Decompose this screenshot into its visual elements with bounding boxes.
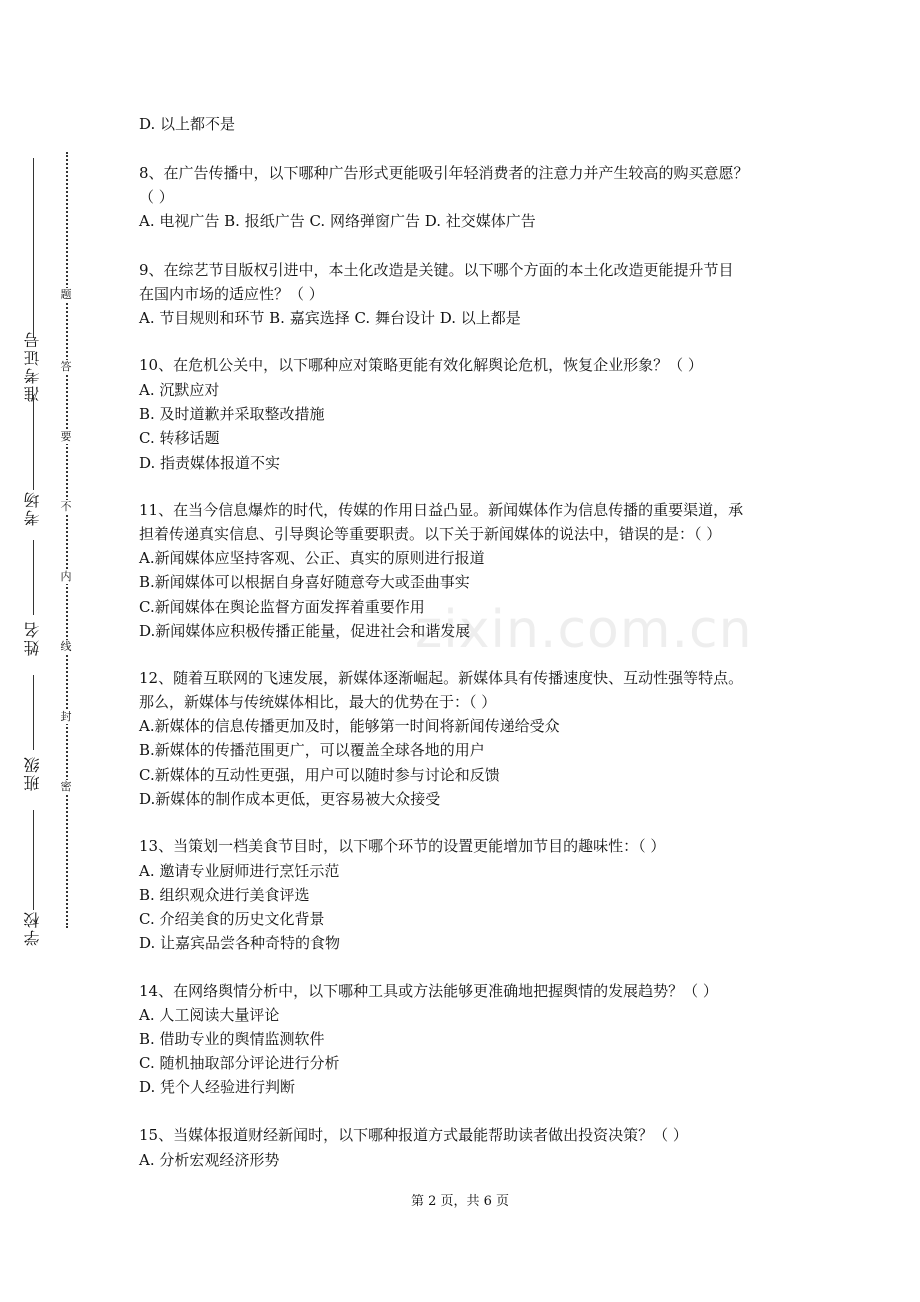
seal-char: 内 bbox=[58, 570, 74, 584]
option-line: A. 邀请专业厨师进行烹饪示范 bbox=[139, 862, 340, 880]
option-line: A. 节目规则和环节 B. 嘉宾选择 C. 舞台设计 D. 以上都是 bbox=[139, 309, 521, 327]
question-stem: 11、在当今信息爆炸的时代，传媒的作用日益凸显。新闻媒体作为信息传播的重要渠道，承 bbox=[139, 501, 744, 519]
label-zhunkaozheng: 准考证号 bbox=[23, 330, 42, 402]
option-line: C.新闻媒体在舆论监督方面发挥着重要作用 bbox=[139, 598, 425, 616]
option-line: D. 以上都不是 bbox=[139, 115, 236, 133]
question-stem: 在国内市场的适应性？（ ） bbox=[139, 285, 324, 303]
seal-char: 线 bbox=[58, 640, 74, 654]
option-line: B.新媒体的传播范围更广，可以覆盖全球各地的用户 bbox=[139, 741, 485, 759]
seal-char: 要 bbox=[58, 430, 74, 444]
question-stem: 9、在综艺节目版权引进中，本土化改造是关键。以下哪个方面的本土化改造更能提升节目 bbox=[139, 261, 734, 279]
label-banji: 班级 bbox=[23, 755, 42, 791]
option-line: A. 分析宏观经济形势 bbox=[139, 1151, 280, 1169]
field-line-xuexiao bbox=[33, 810, 34, 910]
option-line: B. 借助专业的舆情监测软件 bbox=[139, 1030, 325, 1048]
question-stem: 15、当媒体报道财经新闻时，以下哪种报道方式最能帮助读者做出投资决策？（ ） bbox=[139, 1126, 688, 1144]
page-footer: 第 2 页，共 6 页 bbox=[410, 1194, 510, 1209]
option-line: D.新媒体的制作成本更低，更容易被大众接受 bbox=[139, 790, 441, 808]
seal-char: 不 bbox=[58, 500, 74, 514]
question-stem: 那么，新媒体与传统媒体相比，最大的优势在于：（ ） bbox=[139, 693, 497, 711]
seal-char: 答 bbox=[58, 360, 74, 374]
label-xingming: 姓名 bbox=[23, 620, 42, 656]
field-line-zhunkaozheng bbox=[33, 158, 34, 338]
question-stem: 担着传递真实信息、引导舆论等重要职责。以下关于新闻媒体的说法中，错误的是：（ ） bbox=[139, 525, 722, 543]
option-line: D.新闻媒体应积极传播正能量，促进社会和谐发展 bbox=[139, 622, 471, 640]
option-line: A. 人工阅读大量评论 bbox=[139, 1006, 280, 1024]
field-line-kaochang bbox=[33, 395, 34, 490]
answer-blank: （ ） bbox=[139, 188, 174, 206]
seal-char: 题 bbox=[58, 288, 74, 302]
option-line: C. 转移话题 bbox=[139, 429, 220, 447]
field-line-xingming bbox=[33, 540, 34, 615]
seal-char: 封 bbox=[58, 710, 74, 724]
question-stem: 10、在危机公关中，以下哪种应对策略更能有效化解舆论危机，恢复企业形象？（ ） bbox=[139, 356, 703, 374]
option-line: B. 组织观众进行美食评选 bbox=[139, 886, 310, 904]
label-xuexiao: 学校 bbox=[23, 910, 42, 946]
option-line: C.新媒体的互动性更强，用户可以随时参与讨论和反馈 bbox=[139, 766, 500, 784]
question-stem: 12、随着互联网的飞速发展，新媒体逐渐崛起。新媒体具有传播速度快、互动性强等特点。 bbox=[139, 669, 744, 687]
option-line: D. 让嘉宾品尝各种奇特的食物 bbox=[139, 934, 341, 952]
question-stem: 8、在广告传播中，以下哪种广告形式更能吸引年轻消费者的注意力并产生较高的购买意愿？ bbox=[139, 164, 749, 182]
option-line: A.新媒体的信息传播更加及时，能够第一时间将新闻传递给受众 bbox=[139, 717, 560, 735]
option-line: A. 沉默应对 bbox=[139, 381, 220, 399]
seal-char: 密 bbox=[58, 780, 74, 794]
option-line: D. 凭个人经验进行判断 bbox=[139, 1078, 296, 1096]
field-line-banji bbox=[33, 675, 34, 750]
option-line: C. 介绍美食的历史文化背景 bbox=[139, 910, 325, 928]
option-line: C. 随机抽取部分评论进行分析 bbox=[139, 1054, 340, 1072]
question-stem: 13、当策划一档美食节目时，以下哪个环节的设置更能增加节目的趣味性：（ ） bbox=[139, 837, 666, 855]
option-line: D. 指责媒体报道不实 bbox=[139, 454, 281, 472]
label-kaochang: 考场 bbox=[23, 490, 42, 526]
option-line: A.新闻媒体应坚持客观、公正、真实的原则进行报道 bbox=[139, 549, 485, 567]
question-stem: 14、在网络舆情分析中，以下哪种工具或方法能够更准确地把握舆情的发展趋势？（ ） bbox=[139, 982, 718, 1000]
binding-margin bbox=[0, 0, 110, 1302]
option-line: B. 及时道歉并采取整改措施 bbox=[139, 405, 325, 423]
seal-dotted-line bbox=[66, 152, 68, 928]
watermark: zixin.com.cn bbox=[415, 600, 753, 660]
option-line: B.新闻媒体可以根据自身喜好随意夸大或歪曲事实 bbox=[139, 573, 470, 591]
option-line: A. 电视广告 B. 报纸广告 C. 网络弹窗广告 D. 社交媒体广告 bbox=[139, 212, 536, 230]
